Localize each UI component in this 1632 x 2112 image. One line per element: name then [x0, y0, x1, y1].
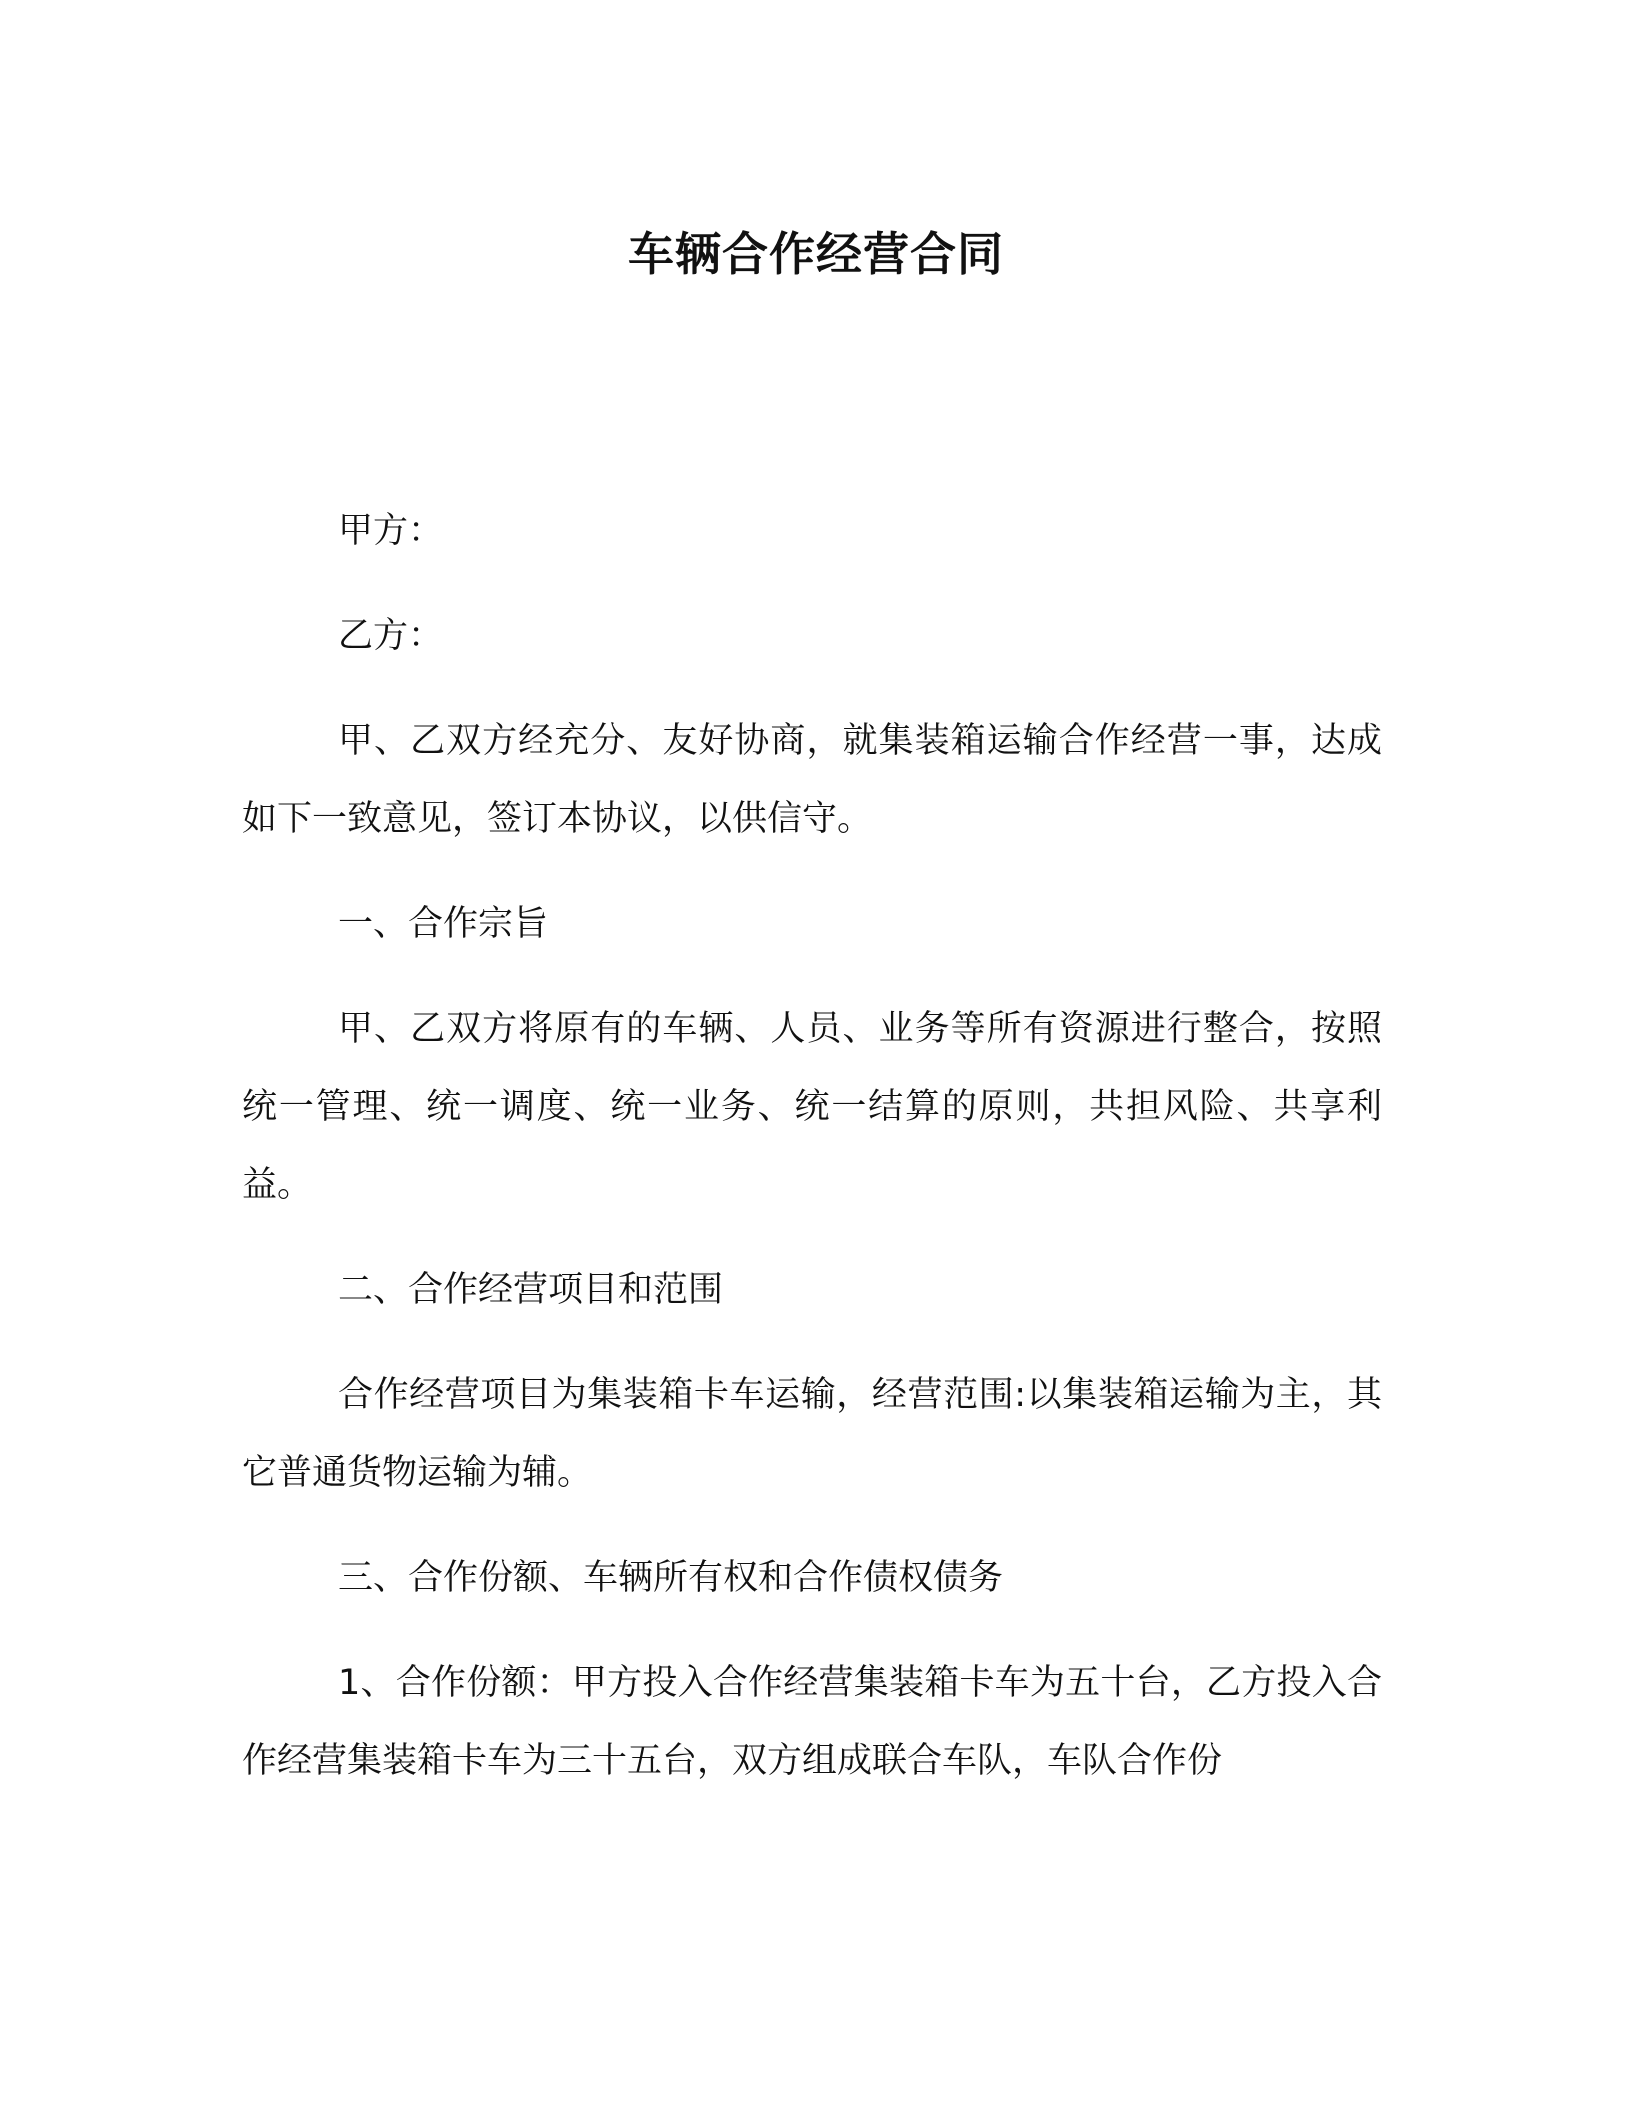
document-body [242, 492, 1382, 1827]
party-a-label: 甲方： [338, 511, 444, 551]
document-title: 车辆合作经营合同 [628, 227, 1004, 281]
section-1-body: 甲、乙双方将原有的车辆、人员、业务等所有资源进行整合，按照统一管理、统一调度、统一业务、统一结算的原则，共担风险、共享利益。 [242, 1009, 1382, 1205]
section-1-heading: 一、合作宗旨 [338, 904, 549, 944]
section-3-item-1: 1、合作份额：甲方投入合作经营集装箱卡车为五十台，乙方投入合作经营集装箱卡车为三十五台，双方组成联合车队，车队合作份 [242, 1663, 1382, 1781]
party-b-label: 乙方： [338, 616, 444, 656]
section-2-heading: 二、合作经营项目和范围 [338, 1270, 724, 1310]
section-2-body: 合作经营项目为集装箱卡车运输，经营范围:以集装箱运输为主，其它普通货物运输为辅。 [242, 1375, 1382, 1493]
section-3-heading: 三、合作份额、车辆所有权和合作债权债务 [338, 1558, 1004, 1598]
intro-paragraph: 甲、乙双方经充分、友好协商，就集装箱运输合作经营一事，达成如下一致意见，签订本协议，以供信守。 [242, 721, 1382, 839]
